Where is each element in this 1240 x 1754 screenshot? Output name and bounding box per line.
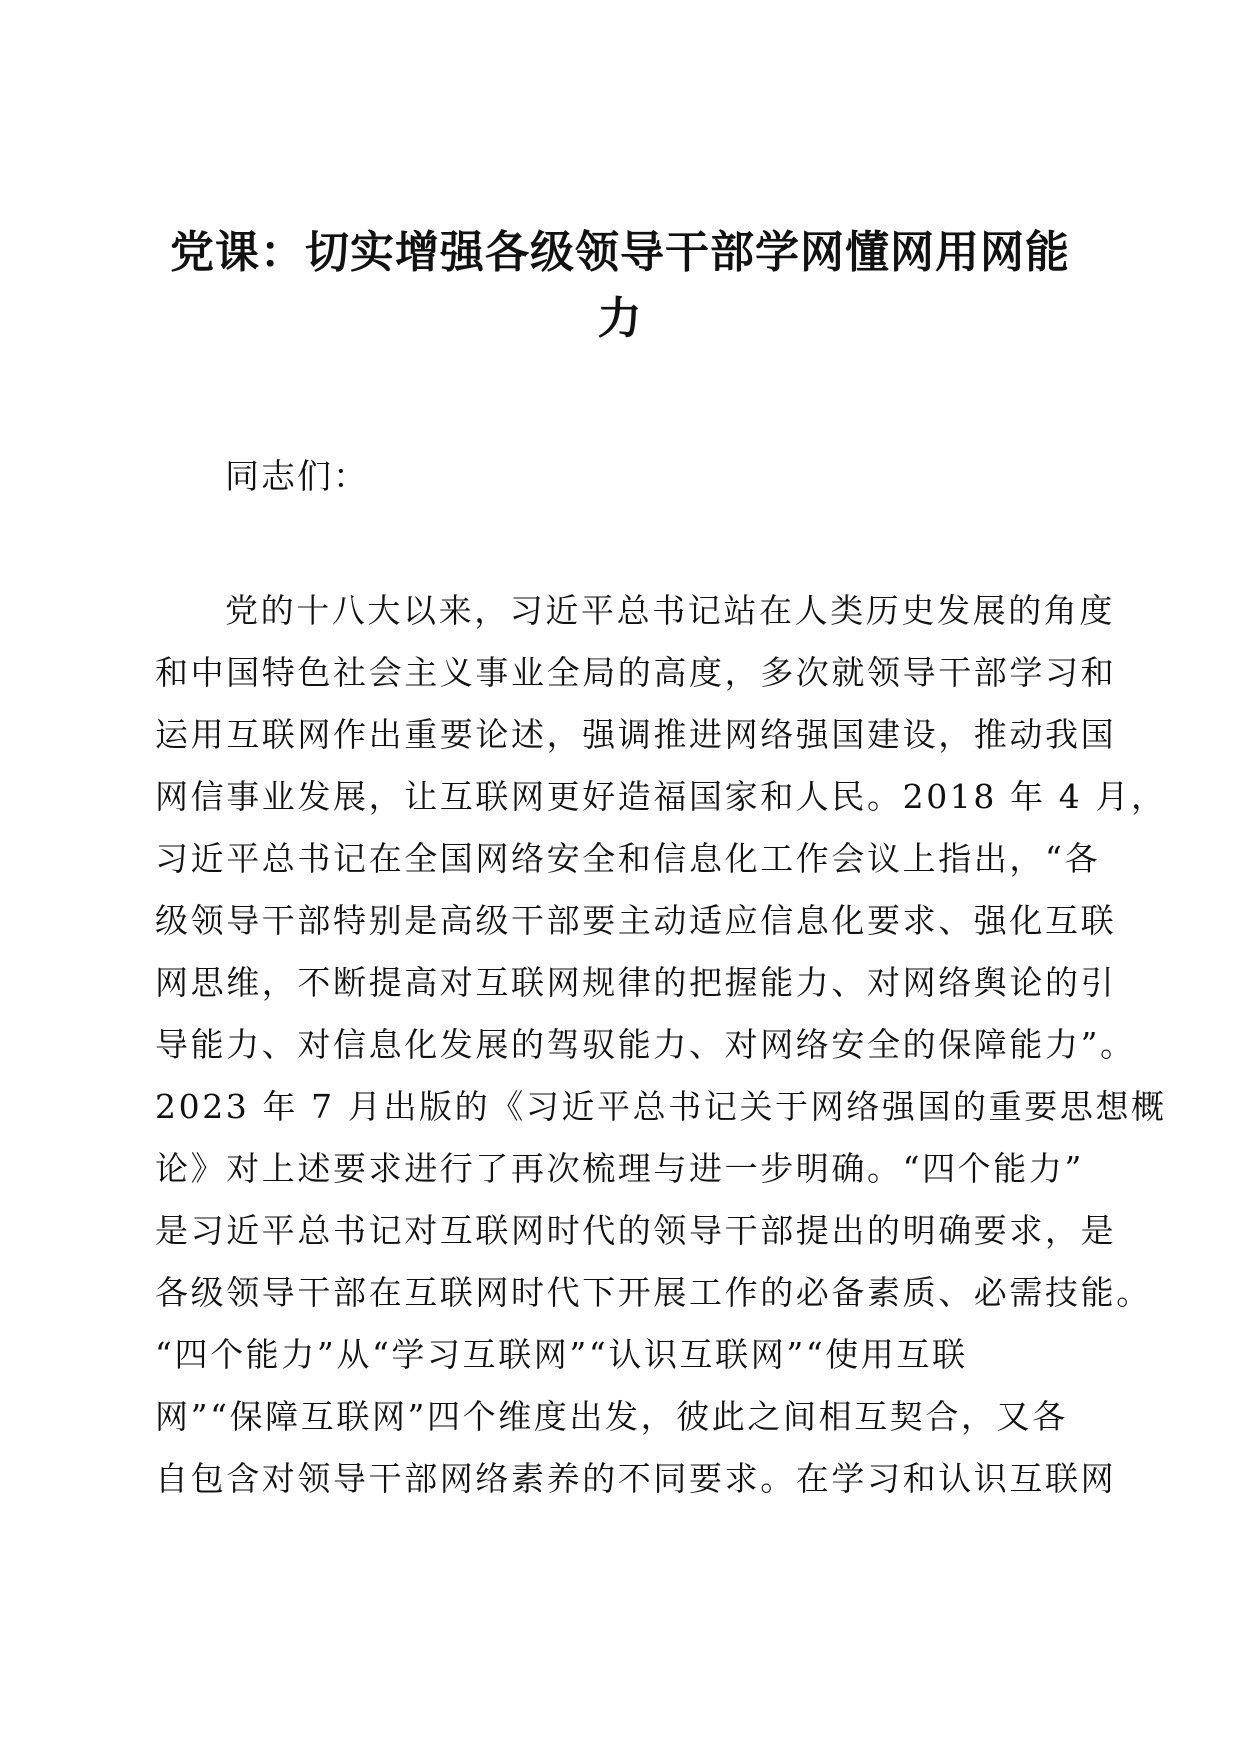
paragraph-line: 级领导干部特别是高级干部要主动适应信息化要求、强化互联 xyxy=(155,901,1117,940)
paragraph-line: 网信事业发展，让互联网更好造福国家和人民。2018 年 4 月， xyxy=(155,777,1167,816)
paragraph-line: 网”“保障互联网”四个维度出发，彼此之间相互契合，又各 xyxy=(155,1397,1068,1436)
paragraph-line: 是习近平总书记对互联网时代的领导干部提出的明确要求，是 xyxy=(155,1211,1117,1250)
greeting: 同志们： xyxy=(225,457,369,497)
body-paragraph xyxy=(155,580,1167,1510)
paragraph-line: 导能力、对信息化发展的驾驭能力、对网络安全的保障能力”。 xyxy=(155,1025,1136,1064)
document-title: 党课：切实增强各级领导干部学网懂网用网能力 xyxy=(170,227,1070,344)
paragraph-line: “四个能力”从“学习互联网”“认识互联网”“使用互联 xyxy=(155,1335,968,1374)
paragraph-line: 2023 年 7 月出版的《习近平总书记关于网络强国的重要思想概 xyxy=(155,1087,1167,1126)
paragraph-line: 网思维，不断提高对互联网规律的把握能力、对网络舆论的引 xyxy=(155,963,1117,1002)
paragraph-line: 和中国特色社会主义事业全局的高度，多次就领导干部学习和 xyxy=(155,653,1117,692)
paragraph-line: 习近平总书记在全国网络安全和信息化工作会议上指出，“各 xyxy=(155,839,1101,878)
paragraph-line: 各级领导干部在互联网时代下开展工作的必备素质、必需技能。 xyxy=(155,1273,1152,1312)
paragraph-line: 运用互联网作出重要论述，强调推进网络强国建设，推动我国 xyxy=(155,715,1117,754)
paragraph-line: 自包含对领导干部网络素养的不同要求。在学习和认识互联网 xyxy=(155,1459,1117,1498)
paragraph-line: 党的十八大以来，习近平总书记站在人类历史发展的角度 xyxy=(225,591,1115,630)
paragraph-line: 论》对上述要求进行了再次梳理与进一步明确。“四个能力” xyxy=(155,1149,1084,1188)
